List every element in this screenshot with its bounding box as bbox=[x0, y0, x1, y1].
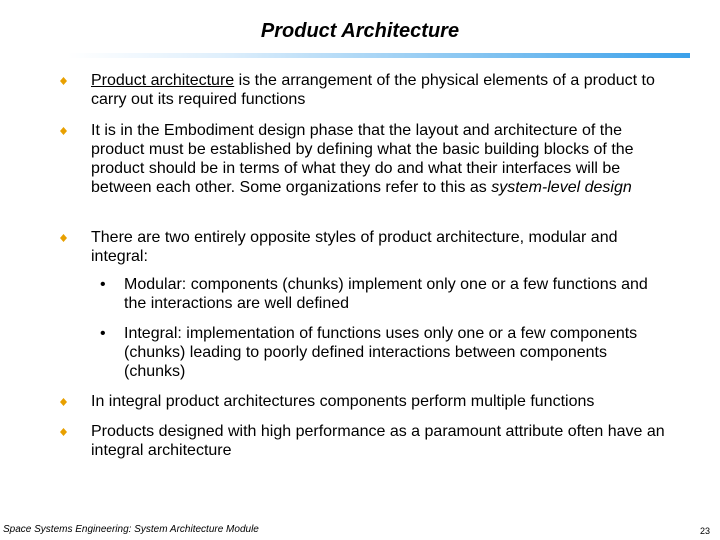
subbullet-2 bbox=[100, 324, 660, 381]
bullet-4 bbox=[60, 392, 670, 411]
page-number: 23 bbox=[699, 526, 710, 536]
bullet-2 bbox=[60, 121, 670, 197]
diamond-bullet-icon bbox=[60, 428, 67, 435]
slide-title: Product Architecture bbox=[260, 20, 460, 42]
bullet-text: In integral product architectures components perform multiple functions bbox=[91, 393, 595, 410]
bullet-text-rest: is the arrangement of the physical elements of a product to carry out its required functions bbox=[91, 72, 655, 108]
subbullet-dot: • bbox=[100, 325, 106, 342]
diamond-bullet-icon bbox=[60, 234, 67, 241]
bullet-text bbox=[91, 121, 670, 197]
subbullet-dot: • bbox=[100, 276, 106, 293]
bullet-text-main: It is in the Embodiment design phase that the layout and architecture of the product must be established by defining what the basic building blocks of the product should be in terms of what they do and what their interfaces will be between each other. Some organizations refer to this as bbox=[91, 122, 634, 196]
bullet-text: There are two entirely opposite styles of product architecture, modular and integral: bbox=[91, 229, 618, 265]
title-underline bbox=[68, 53, 690, 58]
bullet-1 bbox=[60, 71, 670, 109]
bullet-5 bbox=[60, 422, 670, 460]
subbullet-1 bbox=[100, 275, 660, 313]
italic-term: system-level design bbox=[491, 179, 632, 196]
diamond-bullet-icon bbox=[60, 77, 67, 84]
diamond-bullet-icon bbox=[60, 127, 67, 134]
bullet-text: Products designed with high performance as a paramount attribute often have an integral architecture bbox=[91, 423, 665, 459]
footer-caption: Space Systems Engineering: System Architecture Module bbox=[3, 524, 259, 535]
diamond-bullet-icon bbox=[60, 398, 67, 405]
subbullet-text: Modular: components (chunks) implement only one or a few functions and the interactions are well defined bbox=[124, 276, 648, 312]
bullet-3 bbox=[60, 228, 670, 266]
underlined-term: Product architecture bbox=[91, 72, 235, 89]
bullet-text bbox=[91, 71, 670, 109]
subbullet-text: Integral: implementation of functions uses only one or a few components (chunks) leading to poorly defined interactions between components (chunks) bbox=[124, 325, 638, 380]
